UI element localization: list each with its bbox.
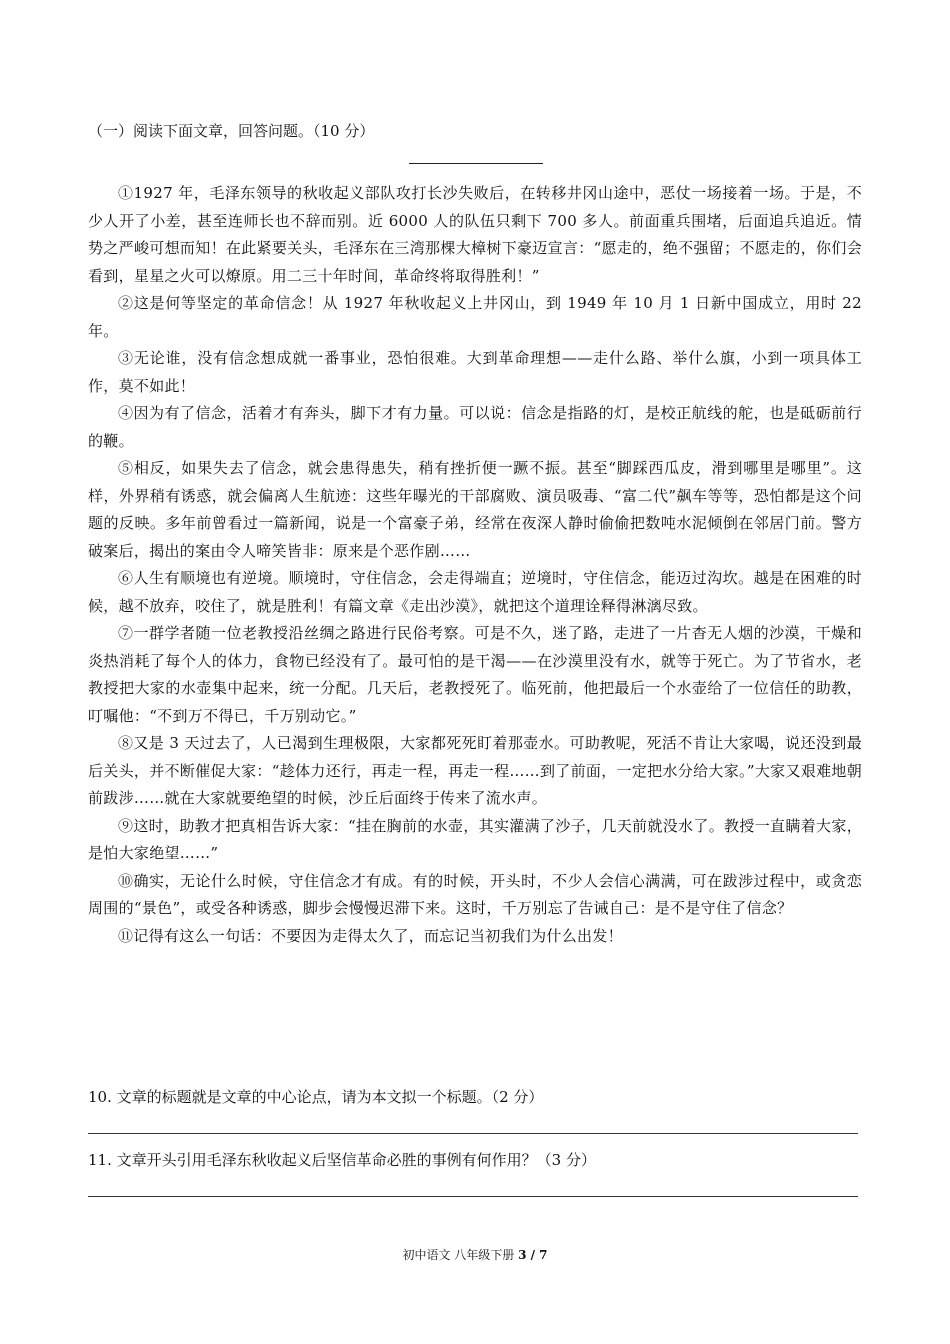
section-heading: （一）阅读下面文章，回答问题。（10 分） <box>88 122 375 140</box>
paragraph-11: ⑪记得有这么一句话：不要因为走得太久了，而忘记当初我们为什么出发！ <box>118 926 623 945</box>
paragraph-5: ⑤相反，如果失去了信念，就会患得患失，稍有挫折便一蹶不振。甚至“脚踩西瓜皮，滑到哪里是哪里”。这样，外界稍有诱惑，就会偏离人生航迹：这些年曝光的干部腐败、演员吸毒、“富二代”飙车等等，恐怕都是这个问题的反映。多年前曾看过一篇新闻，说是一个富豪子弟，经常在夜深人静时偷偷把数吨水泥倾倒在邻居门前。警方破案后，揭出的案由令人啼笑皆非：原来是个恶作剧…… <box>88 459 862 560</box>
paragraph-2: ②这是何等坚定的革命信念！从 1927 年秋收起义上井冈山，到 1949 年 10 月 1 日新中国成立，用时 22 年。 <box>88 294 862 340</box>
paragraph-10: ⑩确实，无论什么时候，守住信念才有成。有的时候，开头时，不少人会信心满满，可在跋涉过程中，或贪恋周围的“景色”，或受各种诱惑，脚步会慢慢迟滞下来。这时，千万别忘了告诫自己：是不是守住了信念？ <box>88 871 862 917</box>
paragraph-4: ④因为有了信念，活着才有奔头，脚下才有力量。可以说：信念是指路的灯，是校正航线的舵，也是砥砺前行的鞭。 <box>88 404 862 450</box>
paragraph-1: ①1927 年，毛泽东领导的秋收起义部队攻打长沙失败后，在转移井冈山途中，恶仗一场接着一场。于是，不少人开了小差，甚至连师长也不辞而别。近 6000 人的队伍只剩下 700 多人。前面重兵围堵，后面追兵追近。情势之严峻可想而知！在此紧要关头，毛泽东在三湾那棵大樟树下豪迈宣言：“愿走的，绝不强留；不愿走的，你们会看到，星星之火可以燎原。用二三十年时间，革命终将取得胜利！” <box>88 184 862 285</box>
page-number: 3 / 7 <box>518 1248 548 1262</box>
question-11: 11. 文章开头引用毛泽东秋收起义后坚信革命必胜的事例有何作用？（3 分） <box>88 1151 596 1169</box>
paragraph-8: ⑧又是 3 天过去了，人已渴到生理极限，大家都死死盯着那壶水。可助教呢，死活不肯让大家喝，说还没到最后关头，并不断催促大家：“趁体力还行，再走一程，再走一程……到了前面，一定把水分给大家。”大家又艰难地朝前跋涉……就在大家就要绝望的时候，沙丘后面终于传来了流水声。 <box>88 734 862 807</box>
article-body <box>88 180 862 950</box>
answer-line-10[interactable] <box>88 1133 858 1134</box>
question-10: 10. 文章的标题就是文章的中心论点，请为本文拟一个标题。（2 分） <box>88 1088 544 1106</box>
paragraph-9: ⑨这时，助教才把真相告诉大家：“挂在胸前的水壶，其实灌满了沙子，几天前就没水了。教授一直瞒着大家，是怕大家绝望……” <box>88 816 862 862</box>
answer-line-11[interactable] <box>88 1196 858 1197</box>
title-blank-line <box>409 163 543 164</box>
footer-label: 初中语文 八年级下册 <box>402 1248 519 1262</box>
paragraph-6: ⑥人生有顺境也有逆境。顺境时，守住信念，会走得端直；逆境时，守住信念，能迈过沟坎。越是在困难的时候，越不放弃，咬住了，就是胜利！有篇文章《走出沙漠》，就把这个道理诠释得淋漓尽致。 <box>88 569 862 615</box>
paragraph-7: ⑦一群学者随一位老教授沿丝绸之路进行民俗考察。可是不久，迷了路，走进了一片杳无人烟的沙漠，干燥和炎热消耗了每个人的体力，食物已经没有了。最可怕的是干渴——在沙漠里没有水，就等于死亡。为了节省水，老教授把大家的水壶集中起来，统一分配。几天后，老教授死了。临死前，他把最后一个水壶给了一位信任的助教，叮嘱他：“不到万不得已，千万别动它。” <box>88 624 862 725</box>
page-footer <box>88 1246 862 1263</box>
paragraph-3: ③无论谁，没有信念想成就一番事业，恐怕很难。大到革命理想——走什么路、举什么旗，小到一项具体工作，莫不如此！ <box>88 349 862 395</box>
